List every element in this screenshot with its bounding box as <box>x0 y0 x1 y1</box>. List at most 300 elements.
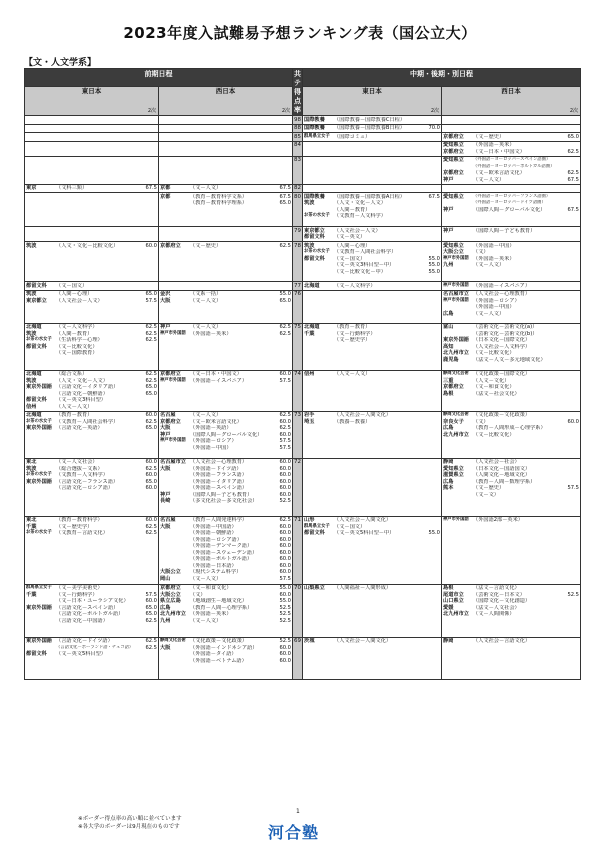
department-name: （現代システム科学） <box>190 569 242 575</box>
department-name: （教養－教養） <box>334 418 371 425</box>
university-entry <box>160 298 291 305</box>
university-name: 北海道 <box>26 371 42 377</box>
score-cell: 72 <box>293 458 303 516</box>
section-heading: 【文・人文学系】 <box>24 58 97 68</box>
university-name: 九州 <box>443 262 454 268</box>
department-name: （文－行動科学） <box>334 330 376 337</box>
department-name: （法文－人文－多元地域文化） <box>473 356 546 363</box>
second-stage-score: 57.5 <box>279 444 291 451</box>
university-entry <box>160 185 291 192</box>
university-entry <box>160 200 291 207</box>
second-stage-score: 62.5 <box>145 465 157 472</box>
university-name: 名古屋 <box>160 412 176 418</box>
university-entry <box>443 207 579 214</box>
university-name: お茶の水女子 <box>26 337 52 342</box>
second-stage-score: 67.5 <box>567 176 579 183</box>
cell-w <box>159 584 293 637</box>
cell-e <box>25 637 159 679</box>
department-name: （文化政策－文化政策） <box>473 412 531 418</box>
second-stage-score: 60.0 <box>279 478 291 485</box>
department-name: （法文－言語文化） <box>473 585 520 591</box>
university-name: 東京都立 <box>304 227 325 234</box>
department-name: （総合文系） <box>56 371 88 377</box>
score-cell: 71 <box>293 516 303 584</box>
table-row <box>25 637 581 679</box>
university-name: 大阪 <box>160 297 171 304</box>
cell-me <box>303 584 442 637</box>
kawaijuku-logo: 河合塾 <box>268 823 320 842</box>
second-stage-score <box>428 117 440 124</box>
cell-mw <box>442 411 581 458</box>
department-name: （教育－人間発達科学） <box>190 517 248 523</box>
second-stage-score: 60.0 <box>145 485 157 491</box>
university-name: 名古屋市立 <box>160 459 186 465</box>
university-name: 筑波 <box>26 330 37 337</box>
second-stage-score: 57.5 <box>279 438 291 444</box>
department-name: （芸術文化－芸術文化(b)） <box>473 330 538 337</box>
department-name: （文科三類） <box>56 185 88 191</box>
department-name: （文教育－人文科学） <box>334 213 386 219</box>
department-name: （文－美学美術史） <box>56 585 103 591</box>
department-name: （文－国際教育） <box>56 350 98 356</box>
university-entry <box>160 618 291 625</box>
department-name: （文－和食文化） <box>473 384 515 390</box>
university-name: 東京都立 <box>26 297 47 304</box>
score-cell: 73 <box>293 411 303 458</box>
cell-mw <box>442 282 581 291</box>
department-name: （文－歴史） <box>190 242 222 249</box>
department-name: （外国語－英米） <box>473 255 515 262</box>
department-name: （外国語－英米） <box>190 330 232 337</box>
university-name: 島根 <box>443 585 454 591</box>
second-stage-score <box>428 213 440 220</box>
university-name <box>304 337 334 344</box>
department-name: （外国語－ポルトガル語） <box>190 556 253 562</box>
university-name: 京都府立 <box>443 148 464 155</box>
university-name: 京都府立 <box>160 585 181 591</box>
department-name: （文－歴史） <box>473 133 505 140</box>
department-name: （外国語－中国） <box>190 444 232 451</box>
department-name: （文－歴史学） <box>334 337 371 343</box>
university-name: 東京外国語 <box>26 478 52 485</box>
cell-mw <box>442 124 581 133</box>
second-stage-score: 65.0 <box>279 200 291 206</box>
score-cell: 69 <box>293 637 303 679</box>
department-name: （人文・文化－人文） <box>334 200 386 206</box>
university-name: 都留文科 <box>304 530 325 536</box>
department-name: （国際教養－国際教養A日程） <box>334 193 405 200</box>
university-name: 北海道 <box>26 412 42 418</box>
department-name: （人文社会－人文科学） <box>473 343 531 350</box>
university-entry <box>304 283 440 290</box>
second-stage-score: 62.5 <box>145 371 157 377</box>
department-name: （文－比較文化－中） <box>334 268 386 275</box>
second-stage-score: 60.0 <box>145 598 157 604</box>
university-name: 大阪公立 <box>160 569 181 575</box>
second-stage-score <box>145 404 157 411</box>
cell-e <box>25 184 159 193</box>
university-name: 愛知県立 <box>443 142 464 148</box>
university-name <box>26 618 56 625</box>
table-row <box>25 227 581 242</box>
department-name: （生活科学－心理） <box>56 337 103 343</box>
second-stage-score: 60.0 <box>279 418 291 425</box>
university-name: 北海道 <box>26 324 42 330</box>
second-stage-score: 60.0 <box>279 651 291 657</box>
second-stage-score <box>567 432 579 439</box>
second-stage-score <box>567 262 579 269</box>
department-name: （教育－教育科学理系） <box>190 200 248 206</box>
mid-east-header: 東日本 2次 <box>303 87 442 116</box>
department-name: （言語文化－朝鮮語） <box>56 390 108 397</box>
university-name: 神戸市外国語 <box>160 438 186 443</box>
university-name: 筑波 <box>304 200 315 206</box>
second-stage-score: 55.0 <box>428 255 440 262</box>
department-name: （外国語－日本語） <box>190 562 237 569</box>
second-stage-score: 60.0 <box>279 569 291 575</box>
university-name: 千葉 <box>26 523 37 530</box>
university-entry <box>304 117 440 124</box>
university-name: 大阪 <box>160 523 171 530</box>
department-name: （文－行動科学） <box>56 591 98 598</box>
university-name: 静岡 <box>443 638 454 644</box>
second-stage-score: 52.5 <box>279 611 291 617</box>
second-stage-score <box>428 234 440 241</box>
university-entry <box>304 337 440 344</box>
department-name: （日本文化－国語国文） <box>473 465 531 472</box>
page-number: 1 <box>296 808 300 815</box>
table-row <box>25 411 581 458</box>
cell-me <box>303 637 442 679</box>
cell-e <box>25 193 159 227</box>
cell-w <box>159 156 293 184</box>
second-stage-score: 62.5 <box>145 337 157 343</box>
second-stage-score: 60.0 <box>279 491 291 498</box>
second-stage-score <box>567 357 579 364</box>
university-name: 信州 <box>26 403 37 410</box>
table-row <box>25 242 581 282</box>
cell-e <box>25 242 159 282</box>
department-name: （法文－社会文化） <box>473 390 520 397</box>
second-stage-score: 60.0 <box>279 485 291 491</box>
cell-me <box>303 116 442 125</box>
second-stage-score: 52.5 <box>567 591 579 598</box>
department-name: （文－英文3科目型－中） <box>334 262 395 268</box>
university-name: お茶の水女子 <box>26 418 52 424</box>
department-name: （国際人間－グローバル文化） <box>190 431 263 438</box>
second-stage-score: 55.0 <box>428 268 440 275</box>
department-name: （文－人文） <box>473 262 505 268</box>
university-name <box>26 485 56 492</box>
second-stage-score: 62.5 <box>279 330 291 337</box>
university-name: 東京外国語 <box>443 337 469 343</box>
university-name: お茶の水女子 <box>304 249 330 254</box>
second-stage-score: 62.5 <box>145 377 157 384</box>
second-stage-score: 57.5 <box>567 485 579 491</box>
department-name: （言語文化－ドイツ語） <box>56 638 113 644</box>
university-name <box>26 350 56 357</box>
cell-w <box>159 282 293 291</box>
university-name: 広島 <box>160 604 171 611</box>
second-stage-score: 65.0 <box>145 604 157 611</box>
cell-w <box>159 323 293 370</box>
university-name: 京都 <box>160 185 171 191</box>
second-stage-score <box>428 585 440 592</box>
university-name: 都留文科 <box>26 343 47 350</box>
department-name: （外国語－ロシア） <box>473 297 520 304</box>
department-name: （文－和食文化） <box>190 585 232 591</box>
score-cell: 82 <box>294 185 301 191</box>
university-name: 京都府立 <box>160 242 181 249</box>
university-entry <box>160 243 291 250</box>
university-name: 信州 <box>304 371 315 377</box>
department-name: （文－人文） <box>190 575 222 582</box>
second-stage-score: 60.0 <box>279 644 291 651</box>
department-name: （文化政策－国際文化） <box>473 371 531 377</box>
cell-mw <box>442 584 581 637</box>
table-row <box>25 141 581 156</box>
department-name: （外国語－ベトナム語） <box>190 657 247 664</box>
cell-me <box>303 227 442 242</box>
second-stage-score: 70.0 <box>428 125 440 131</box>
university-name: 神戸 <box>443 206 454 213</box>
department-name: （外国語－ヨーロッパ－フランス語圏） <box>473 193 551 199</box>
second-stage-score: 62.5 <box>279 242 291 249</box>
second-stage-score <box>567 391 579 398</box>
department-name: （文－国文） <box>334 523 366 530</box>
score-cell: 88 <box>294 125 301 131</box>
cell-me <box>303 290 442 323</box>
department-name: （言語文化－イタリア語） <box>56 384 119 390</box>
page-title: 2023年度入試難易予想ランキング表（国公立大） <box>123 24 477 42</box>
cell-me <box>303 193 442 227</box>
university-entry <box>26 243 157 250</box>
university-name: 鹿児島 <box>443 356 459 363</box>
university-name: お茶の水女子 <box>304 213 330 218</box>
department-name: （外国語2部－英米） <box>473 517 523 523</box>
university-name: 京都 <box>160 193 171 200</box>
cell-w <box>159 133 293 142</box>
university-name: 大阪 <box>160 425 171 431</box>
second-stage-score: 52.5 <box>279 604 291 611</box>
university-entry <box>443 149 579 156</box>
second-stage-score: 62.5 <box>145 523 157 530</box>
university-entry <box>443 262 579 269</box>
cell-me <box>303 370 442 411</box>
university-name: 山梨県立 <box>304 585 325 591</box>
department-name: （文－英文5科目型） <box>56 651 106 657</box>
university-name: 神戸 <box>443 176 454 183</box>
score-cell: 75 <box>293 323 303 370</box>
cell-w <box>159 290 293 323</box>
mid-west-header: 西日本 2次 <box>442 87 581 116</box>
department-name: （教育－人間－数理学系） <box>473 478 536 485</box>
university-name: 茨城 <box>304 638 315 644</box>
footnotes <box>78 815 182 831</box>
second-stage-score <box>428 371 440 378</box>
department-name: （教育－教育） <box>334 324 371 330</box>
department-name: （文－比較文化） <box>56 343 98 350</box>
university-name: 大阪 <box>160 644 171 651</box>
university-name: 静岡文化芸術 <box>160 638 186 643</box>
university-name: 熊本 <box>443 485 454 491</box>
department-name: （教育－教育科学） <box>56 517 103 523</box>
department-name: （人文社会－人間文化） <box>334 412 392 418</box>
university-name: 神戸市外国語 <box>443 282 469 288</box>
second-stage-score: 62.5 <box>145 530 157 536</box>
university-entry <box>160 576 291 583</box>
cell-mw <box>442 370 581 411</box>
cell-me <box>303 516 442 584</box>
score-cell: 85 <box>294 133 301 140</box>
university-name: 高知 <box>443 343 454 350</box>
university-entry <box>26 298 157 305</box>
university-entry <box>304 638 440 645</box>
department-name: （文－人文社会） <box>56 459 98 465</box>
header-row-schedules <box>25 69 581 87</box>
department-name: （文－日本・中国文） <box>190 371 242 377</box>
university-name: 群馬県立女子 <box>304 523 330 529</box>
department-name: （法文－人文社会） <box>473 604 520 611</box>
department-name: （人文社会－社会） <box>473 459 520 465</box>
table-row <box>25 193 581 227</box>
second-stage-score: 62.5 <box>279 412 291 418</box>
department-name: （文－日本・中国文） <box>473 148 525 155</box>
university-name <box>160 200 190 207</box>
second-stage-score: 55.0 <box>279 598 291 604</box>
university-name: 岡山 <box>160 575 171 582</box>
department-name: （外国語－英米） <box>473 142 515 148</box>
university-entry <box>26 530 157 537</box>
score-cell: 83 <box>293 156 303 184</box>
second-stage-score <box>145 350 157 357</box>
university-name: 千葉 <box>26 591 37 598</box>
score-cell: 76 <box>293 290 303 323</box>
second-stage-score: 65.0 <box>145 390 157 397</box>
table-row <box>25 124 581 133</box>
department-name: （外国語－英米） <box>190 611 232 617</box>
cell-w <box>159 227 293 242</box>
table-row <box>25 323 581 370</box>
second-stage-score: 62.5 <box>145 330 157 337</box>
second-stage-score <box>428 134 440 141</box>
department-name: （総合選抜－文系） <box>56 465 103 472</box>
university-entry <box>304 234 440 241</box>
university-name: 神戸 <box>160 431 171 438</box>
second-stage-score: 62.5 <box>145 617 157 624</box>
department-name: （言語文化－ポルトガル語） <box>56 611 124 617</box>
cell-e <box>25 124 159 133</box>
second-stage-score: 60.0 <box>279 536 291 543</box>
table-row <box>25 116 581 125</box>
university-name: 神戸 <box>160 324 171 330</box>
university-name: 都留文科 <box>304 234 325 240</box>
university-name: 名古屋 <box>160 517 176 523</box>
cell-mw <box>442 133 581 142</box>
university-entry <box>443 432 579 439</box>
department-name: （人文・文化－人文） <box>56 377 108 384</box>
department-name: （外国語－中国） <box>473 242 515 249</box>
cell-w <box>159 116 293 125</box>
cell-w <box>159 370 293 411</box>
department-name: （人文－人文） <box>56 403 93 410</box>
university-entry <box>443 391 579 398</box>
department-name: （人文社会－人文） <box>334 227 381 234</box>
department-name: （芸術文化－日本文） <box>473 591 525 598</box>
department-name: （外国語－インドネシア語） <box>190 644 258 651</box>
university-name: 都留文科 <box>304 255 325 262</box>
second-stage-score: 52.5 <box>279 617 291 624</box>
university-name: 東京外国語 <box>26 604 52 611</box>
university-entry <box>160 498 291 505</box>
university-name: 筑波 <box>26 242 37 249</box>
department-name: （文－国文） <box>56 282 88 289</box>
department-name: （地域創生－地域文化） <box>190 598 248 604</box>
department-name: （教育－人間形成－心理学系） <box>473 425 546 431</box>
university-entry <box>160 658 291 665</box>
second-stage-score: 65.0 <box>145 425 157 431</box>
department-name: （文－日本・ユーラシア文化） <box>56 598 129 604</box>
university-name: 金沢 <box>160 291 171 297</box>
department-name: （教育－人間－心理学系） <box>190 604 253 611</box>
footnote-1: ※ボーダー得点率の高い順に並べています <box>78 816 182 822</box>
university-name: 国際教養 <box>304 116 325 123</box>
department-name: （国際人間－グローバル文化） <box>473 206 546 213</box>
second-stage-score: 60.0 <box>145 459 157 465</box>
second-stage-score: 60.0 <box>279 465 291 472</box>
university-name: 愛知県立 <box>443 465 464 472</box>
cell-e <box>25 290 159 323</box>
department-name: （言語文化－英語） <box>56 425 103 431</box>
university-entry <box>304 419 440 426</box>
cell-mw <box>442 458 581 516</box>
cell-me <box>303 458 442 516</box>
university-name: 山形 <box>304 517 315 523</box>
university-name: 愛知県立 <box>443 193 464 200</box>
cell-e <box>25 116 159 125</box>
second-stage-score: 57.5 <box>145 297 157 304</box>
department-name: （文－英文3科目型） <box>56 397 106 403</box>
university-name: 神戸 <box>443 227 454 234</box>
university-name: 北海道 <box>304 282 320 289</box>
department-name: （人文社会－心理教育） <box>473 291 531 297</box>
university-name: 滋賀県立 <box>443 472 464 478</box>
university-name: 東北 <box>26 459 37 465</box>
university-entry <box>304 125 440 132</box>
department-name: （文） <box>190 591 206 598</box>
department-name: （文－欧米言語文化） <box>190 418 242 425</box>
university-name: 長崎 <box>160 498 171 504</box>
second-stage-score: 60.0 <box>145 517 157 523</box>
university-entry <box>26 485 157 492</box>
score-cell: 78 <box>293 242 303 282</box>
university-name: 神戸市外国語 <box>443 297 469 303</box>
second-stage-score: 62.5 <box>567 148 579 155</box>
second-stage-score: 52.5 <box>279 638 291 644</box>
cell-me <box>303 141 442 156</box>
department-name: （言語文化－中国語） <box>56 617 108 624</box>
department-name: （文－歴史） <box>473 485 505 491</box>
university-name: 国際教養 <box>304 193 325 200</box>
second-stage-score: 65.0 <box>145 384 157 390</box>
second-stage-score: 65.0 <box>145 611 157 617</box>
university-name <box>160 658 190 665</box>
university-entry <box>443 517 579 524</box>
university-name: 大阪公立 <box>443 249 464 255</box>
university-name <box>160 445 190 452</box>
department-name: （文化政策－文化政策） <box>190 638 248 644</box>
second-stage-score: 67.5 <box>279 193 291 200</box>
